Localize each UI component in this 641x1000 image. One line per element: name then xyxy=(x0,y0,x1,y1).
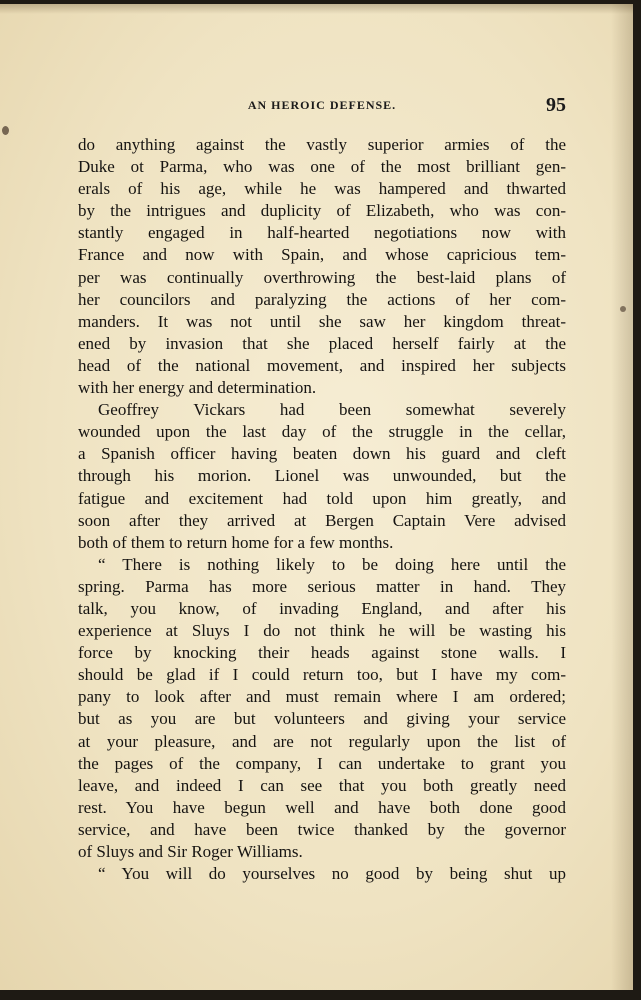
text-line: ened by invasion that she placed herself fairly at the xyxy=(78,333,566,353)
text-line: leave, and indeed I can see that you both greatly need xyxy=(78,775,566,795)
text-line: head of the national movement, and inspired her subjects xyxy=(78,355,566,375)
text-line: experience at Sluys I do not think he will be wasting his xyxy=(78,621,566,641)
text-line: the pages of the company, I can undertake to grant you xyxy=(78,753,566,773)
text-line: manders. It was not until she saw her kingdom threat- xyxy=(78,311,566,331)
text-line: a Spanish officer having beaten down his guard and cleft xyxy=(78,444,566,464)
page-number: 95 xyxy=(546,94,566,116)
text-line: with her energy and determination. xyxy=(78,378,317,398)
text-line: her councilors and paralyzing the actions of her com- xyxy=(78,289,566,309)
text-line: force by knocking their heads against stone walls. I xyxy=(78,643,566,663)
text-line: Duke ot Parma, who was one of the most brilliant gen- xyxy=(78,157,566,177)
text-line: should be glad if I could return too, but I have my com- xyxy=(78,665,566,685)
text-line: fatigue and excitement had told upon him greatly, and xyxy=(78,488,566,508)
text-line: through his morion. Lionel was unwounded, but the xyxy=(78,466,566,486)
text-line: France and now with Spain, and whose capricious tem- xyxy=(78,245,566,265)
text-line: of Sluys and Sir Roger Williams. xyxy=(78,842,303,861)
body-text xyxy=(78,134,566,885)
top-edge-shadow xyxy=(0,4,633,14)
text-line: both of them to return home for a few months. xyxy=(78,532,394,552)
paper-spot xyxy=(620,306,626,312)
running-head xyxy=(78,96,566,120)
text-line: Geoffrey Vickars had been somewhat severely xyxy=(98,400,566,420)
text-line: but as you are but volunteers and giving your service xyxy=(78,709,566,729)
text-line: pany to look after and must remain where I am ordered; xyxy=(78,687,566,707)
text-line: by the intrigues and duplicity of Elizabeth, who was con- xyxy=(78,201,566,221)
text-line: rest. You have begun well and have both done good xyxy=(78,797,566,817)
gutter-shadow xyxy=(611,4,633,990)
text-line: soon after they arrived at Bergen Captain Vere advised xyxy=(78,510,566,530)
book-page xyxy=(0,4,633,990)
running-title: AN HEROIC DEFENSE. xyxy=(247,98,397,112)
text-line: “ There is nothing likely to be doing here until the xyxy=(98,554,566,574)
text-line: erals of his age, while he was hampered and thwarted xyxy=(78,179,566,199)
text-line: “ You will do yourselves no good by being shut up xyxy=(98,864,566,884)
text-line: at your pleasure, and are not regularly upon the list of xyxy=(78,731,566,751)
text-line: per was continually overthrowing the best-laid plans of xyxy=(78,267,566,287)
text-line: talk, you know, of invading England, and after his xyxy=(78,598,566,618)
paper-spot xyxy=(2,126,9,135)
text-line: spring. Parma has more serious matter in hand. They xyxy=(78,576,566,596)
text-line: stantly engaged in half-hearted negotiations now with xyxy=(78,223,566,243)
text-line: service, and have been twice thanked by the governor xyxy=(78,819,566,839)
text-line: wounded upon the last day of the struggle in the cellar, xyxy=(78,422,566,442)
text-line: do anything against the vastly superior armies of the xyxy=(78,135,566,154)
